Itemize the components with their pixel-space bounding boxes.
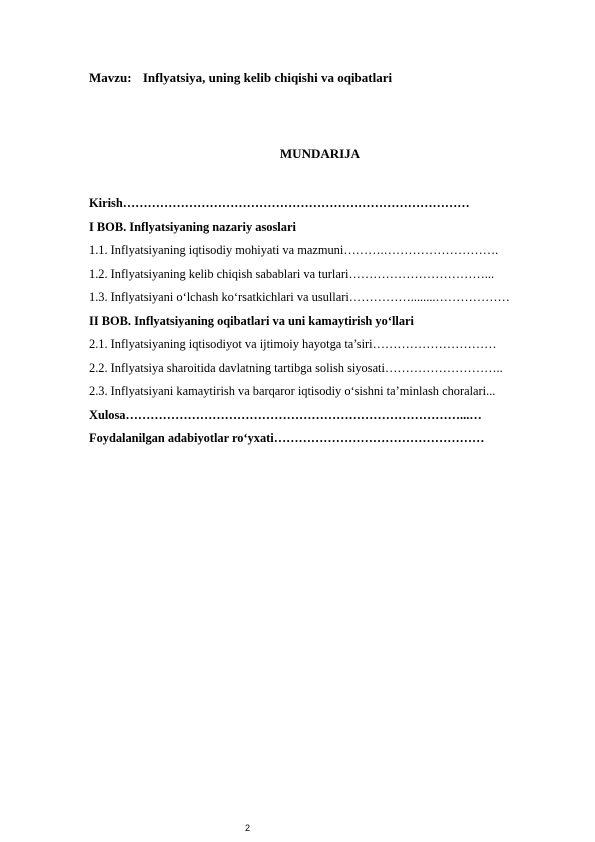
toc-entry-text: 2.2. Inflyatsiya sharoitida davlatning tartibga solish siyosati (89, 360, 385, 375)
toc-entry-conclusion (89, 404, 559, 428)
toc-entry-2-3 (89, 380, 559, 404)
toc-entry-text: II BOB. Inflyatsiyaning oqibatlari va uni kamaytirish yo‘llari (89, 313, 414, 328)
toc-entry-chapter-2 (89, 310, 559, 334)
toc-entry-2-2 (89, 357, 559, 381)
toc-dot-leader: ……………........……………… (348, 290, 510, 304)
toc-entry-chapter-1 (89, 216, 559, 240)
page-number: 2 (245, 823, 251, 833)
toc-entry-1-3 (89, 286, 559, 310)
toc-dot-leader: ……………………………... (348, 266, 495, 281)
toc-entry-text: 1.1. Inflyatsiyaning iqtisodiy mohiyati va mazmuni (89, 243, 344, 257)
toc-dot-leader: ……….………………………. (343, 243, 499, 257)
toc-entry-text: Foydalanilgan adabiyotlar ro‘yxati (89, 431, 274, 445)
toc-dot-leader: ………………………………………………………………………… (122, 196, 470, 210)
toc-entry-references (89, 427, 559, 451)
toc-dot-leader: …………………………………………… (273, 431, 485, 445)
toc-entry-introduction (89, 192, 559, 216)
toc-entry-2-1 (89, 333, 559, 357)
topic-title: Inflyatsiya, uning kelib chiqishi va oqibatlari (142, 70, 393, 85)
toc-entry-text: Kirish (89, 196, 123, 210)
toc-entry-text: 2.1. Inflyatsiyaning iqtisodiyot va ijtimoiy hayotga ta’siri (89, 337, 373, 351)
toc-entry-text: 2.3. Inflyatsiyani kamaytirish va barqaror iqtisodiy o‘sishni ta’minlash choralari (89, 384, 487, 398)
topic-label: Mavzu: (89, 70, 132, 85)
contents-title: MUNDARIJA (279, 146, 361, 161)
toc-entry-1-1 (89, 239, 559, 263)
topic-heading (89, 70, 392, 86)
toc-entry-1-2 (89, 263, 559, 287)
toc-entry-text: I BOB. Inflyatsiyaning nazariy asoslari (89, 219, 296, 234)
toc-entry-text: 1.3. Inflyatsiyani o‘lchash ko‘rsatkichlari va usullari (89, 290, 349, 304)
toc-dot-leader: ………………………………………………………………………...… (125, 407, 482, 422)
toc-dot-leader: ………………………… (372, 337, 497, 351)
toc-dot-leader: ... (486, 384, 496, 398)
table-of-contents (89, 192, 559, 451)
toc-entry-text: Xulosa (89, 407, 126, 422)
toc-entry-text: 1.2. Inflyatsiyaning kelib chiqish sabablari va turlari (89, 266, 349, 281)
toc-dot-leader: ……………………….. (384, 360, 503, 375)
